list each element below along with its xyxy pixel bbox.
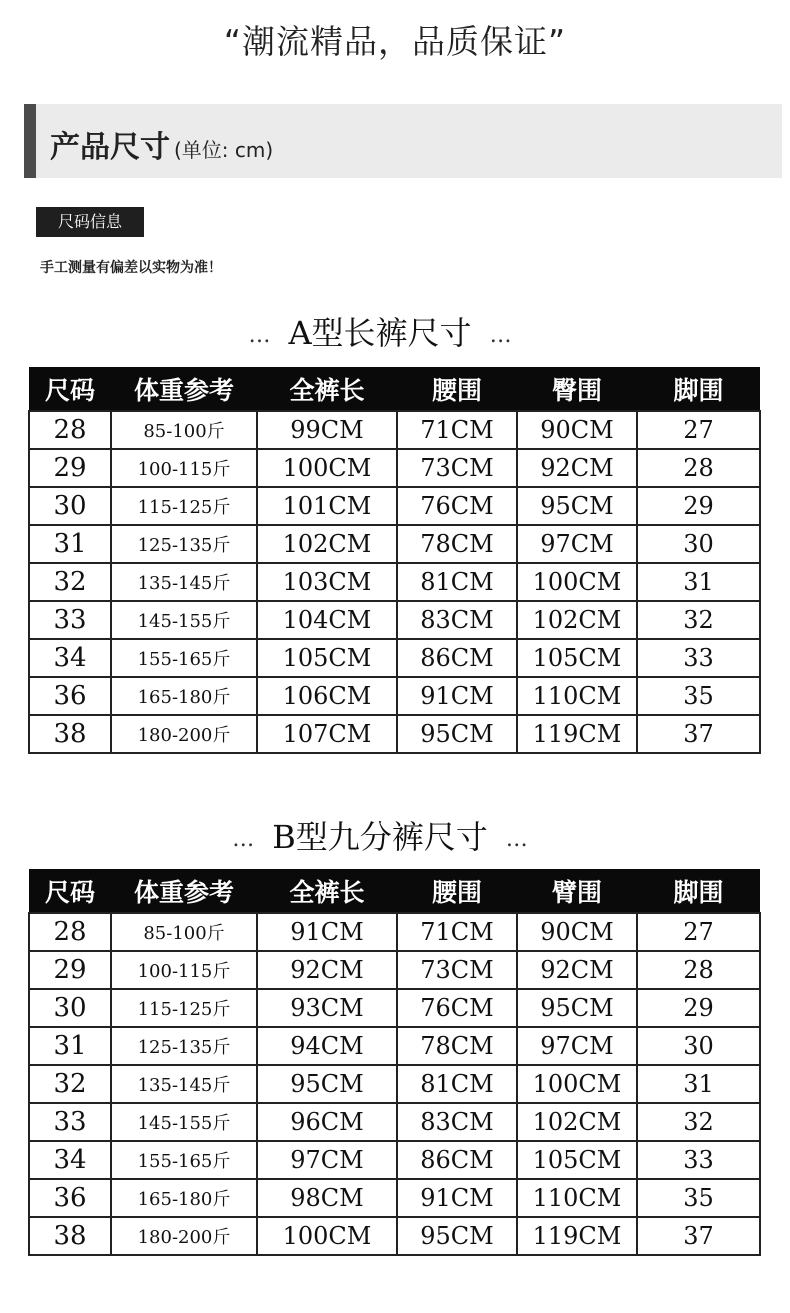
hip-cell: 119CM [517, 1217, 637, 1255]
table-header-row [29, 367, 760, 411]
weight-cell: 180-200斤 [111, 1217, 257, 1255]
column-header: 全裤长 [257, 367, 397, 411]
table-row [29, 601, 760, 639]
size-cell: 28 [29, 411, 111, 449]
size-cell: 38 [29, 715, 111, 753]
section-a-title [0, 308, 760, 354]
weight-cell: 155-165斤 [111, 639, 257, 677]
table-row [29, 989, 760, 1027]
hem-cell: 28 [637, 449, 760, 487]
hip-cell: 92CM [517, 449, 637, 487]
table-row [29, 1103, 760, 1141]
hem-cell: 37 [637, 1217, 760, 1255]
hip-cell: 95CM [517, 989, 637, 1027]
column-header: 脚围 [637, 367, 760, 411]
length-cell: 99CM [257, 411, 397, 449]
section-b-title [0, 812, 760, 858]
waist-cell: 91CM [397, 1179, 517, 1217]
size-cell: 34 [29, 639, 111, 677]
hem-cell: 31 [637, 1065, 760, 1103]
waist-cell: 91CM [397, 677, 517, 715]
column-header: 腰围 [397, 869, 517, 913]
length-cell: 92CM [257, 951, 397, 989]
waist-cell: 83CM [397, 1103, 517, 1141]
hip-cell: 105CM [517, 1141, 637, 1179]
size-cell: 38 [29, 1217, 111, 1255]
size-table-a [28, 367, 761, 754]
waist-cell: 86CM [397, 639, 517, 677]
ellipsis-icon: … [248, 323, 271, 348]
weight-cell: 115-125斤 [111, 989, 257, 1027]
table-row [29, 1065, 760, 1103]
table-row [29, 411, 760, 449]
hip-cell: 105CM [517, 639, 637, 677]
size-table-b [28, 869, 761, 1256]
waist-cell: 83CM [397, 601, 517, 639]
hem-cell: 27 [637, 411, 760, 449]
waist-cell: 76CM [397, 989, 517, 1027]
length-cell: 94CM [257, 1027, 397, 1065]
length-cell: 103CM [257, 563, 397, 601]
length-cell: 95CM [257, 1065, 397, 1103]
weight-cell: 165-180斤 [111, 677, 257, 715]
section-a-title-text: A型长裤尺寸 [288, 314, 472, 352]
size-cell: 32 [29, 563, 111, 601]
size-cell: 34 [29, 1141, 111, 1179]
column-header: 腰围 [397, 367, 517, 411]
column-header: 体重参考 [111, 869, 257, 913]
length-cell: 98CM [257, 1179, 397, 1217]
waist-cell: 78CM [397, 1027, 517, 1065]
waist-cell: 73CM [397, 449, 517, 487]
hip-cell: 119CM [517, 715, 637, 753]
waist-cell: 95CM [397, 1217, 517, 1255]
banner-unit: (单位: cm) [174, 138, 274, 162]
size-cell: 33 [29, 601, 111, 639]
waist-cell: 78CM [397, 525, 517, 563]
waist-cell: 81CM [397, 563, 517, 601]
length-cell: 101CM [257, 487, 397, 525]
weight-cell: 145-155斤 [111, 1103, 257, 1141]
hem-cell: 33 [637, 1141, 760, 1179]
table-row [29, 677, 760, 715]
waist-cell: 76CM [397, 487, 517, 525]
weight-cell: 125-135斤 [111, 1027, 257, 1065]
size-info-tag: 尺码信息 [36, 207, 144, 237]
measurement-note: 手工测量有偏差以实物为准！ [40, 260, 222, 276]
column-header: 臂围 [517, 869, 637, 913]
waist-cell: 73CM [397, 951, 517, 989]
table-row [29, 1027, 760, 1065]
length-cell: 96CM [257, 1103, 397, 1141]
table-header-row [29, 869, 760, 913]
ellipsis-icon: … [489, 323, 512, 348]
weight-cell: 155-165斤 [111, 1141, 257, 1179]
weight-cell: 85-100斤 [111, 411, 257, 449]
length-cell: 105CM [257, 639, 397, 677]
length-cell: 97CM [257, 1141, 397, 1179]
slogan: “潮流精品，品质保证” [223, 22, 567, 61]
hip-cell: 110CM [517, 1179, 637, 1217]
table-row [29, 1217, 760, 1255]
hip-cell: 97CM [517, 1027, 637, 1065]
hem-cell: 33 [637, 639, 760, 677]
waist-cell: 86CM [397, 1141, 517, 1179]
weight-cell: 100-115斤 [111, 951, 257, 989]
size-cell: 31 [29, 1027, 111, 1065]
hip-cell: 102CM [517, 1103, 637, 1141]
size-cell: 29 [29, 449, 111, 487]
table-row [29, 951, 760, 989]
table-row [29, 639, 760, 677]
size-cell: 30 [29, 989, 111, 1027]
size-cell: 29 [29, 951, 111, 989]
hem-cell: 27 [637, 913, 760, 951]
column-header: 臀围 [517, 367, 637, 411]
waist-cell: 95CM [397, 715, 517, 753]
hem-cell: 32 [637, 1103, 760, 1141]
size-cell: 33 [29, 1103, 111, 1141]
table-row [29, 487, 760, 525]
weight-cell: 100-115斤 [111, 449, 257, 487]
hem-cell: 32 [637, 601, 760, 639]
size-cell: 31 [29, 525, 111, 563]
column-header: 全裤长 [257, 869, 397, 913]
hem-cell: 30 [637, 1027, 760, 1065]
weight-cell: 180-200斤 [111, 715, 257, 753]
waist-cell: 71CM [397, 913, 517, 951]
size-cell: 28 [29, 913, 111, 951]
size-cell: 30 [29, 487, 111, 525]
hem-cell: 35 [637, 677, 760, 715]
length-cell: 107CM [257, 715, 397, 753]
hip-cell: 100CM [517, 1065, 637, 1103]
banner-title [50, 122, 273, 166]
length-cell: 93CM [257, 989, 397, 1027]
hip-cell: 102CM [517, 601, 637, 639]
weight-cell: 165-180斤 [111, 1179, 257, 1217]
hem-cell: 29 [637, 487, 760, 525]
table-row [29, 715, 760, 753]
hip-cell: 100CM [517, 563, 637, 601]
weight-cell: 145-155斤 [111, 601, 257, 639]
length-cell: 102CM [257, 525, 397, 563]
hem-cell: 30 [637, 525, 760, 563]
weight-cell: 115-125斤 [111, 487, 257, 525]
hip-cell: 90CM [517, 913, 637, 951]
section-b-title-text: B型九分裤尺寸 [272, 818, 488, 856]
table-row [29, 1141, 760, 1179]
column-header: 尺码 [29, 367, 111, 411]
waist-cell: 71CM [397, 411, 517, 449]
length-cell: 100CM [257, 1217, 397, 1255]
length-cell: 100CM [257, 449, 397, 487]
waist-cell: 81CM [397, 1065, 517, 1103]
column-header: 体重参考 [111, 367, 257, 411]
hip-cell: 92CM [517, 951, 637, 989]
ellipsis-icon: … [505, 827, 528, 852]
weight-cell: 135-145斤 [111, 1065, 257, 1103]
column-header: 尺码 [29, 869, 111, 913]
table-row [29, 1179, 760, 1217]
hem-cell: 35 [637, 1179, 760, 1217]
table-row [29, 913, 760, 951]
size-cell: 36 [29, 677, 111, 715]
hem-cell: 29 [637, 989, 760, 1027]
table-row [29, 525, 760, 563]
column-header: 脚围 [637, 869, 760, 913]
length-cell: 104CM [257, 601, 397, 639]
size-cell: 36 [29, 1179, 111, 1217]
size-cell: 32 [29, 1065, 111, 1103]
table-row [29, 563, 760, 601]
table-row [29, 449, 760, 487]
product-size-banner [24, 104, 782, 178]
hem-cell: 31 [637, 563, 760, 601]
length-cell: 106CM [257, 677, 397, 715]
ellipsis-icon: … [232, 827, 255, 852]
hip-cell: 97CM [517, 525, 637, 563]
hem-cell: 28 [637, 951, 760, 989]
hip-cell: 90CM [517, 411, 637, 449]
length-cell: 91CM [257, 913, 397, 951]
hip-cell: 110CM [517, 677, 637, 715]
hip-cell: 95CM [517, 487, 637, 525]
weight-cell: 135-145斤 [111, 563, 257, 601]
banner-title-text: 产品尺寸 [50, 130, 170, 165]
hem-cell: 37 [637, 715, 760, 753]
weight-cell: 85-100斤 [111, 913, 257, 951]
weight-cell: 125-135斤 [111, 525, 257, 563]
